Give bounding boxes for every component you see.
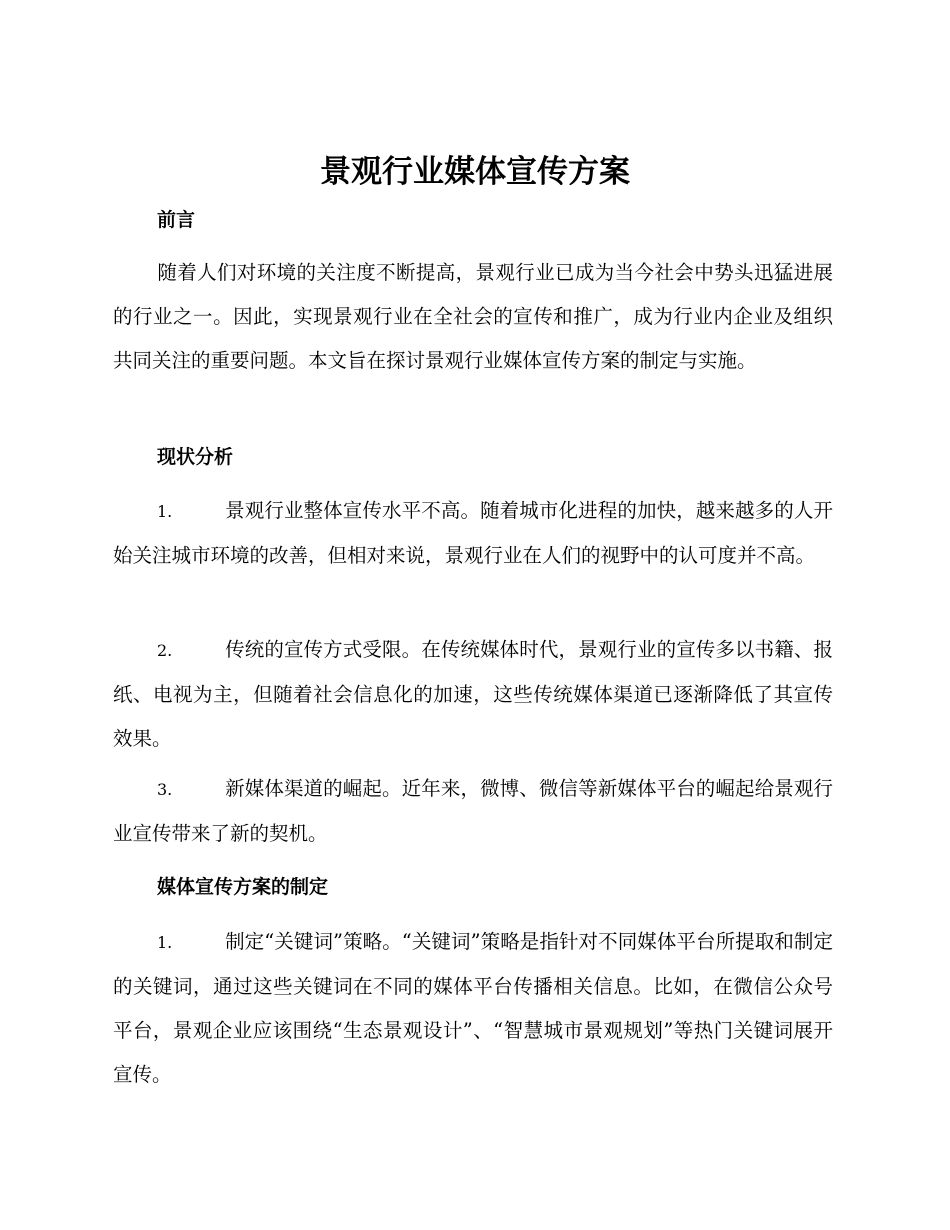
list-item-number: 1. [157,502,173,521]
list-item [113,767,833,856]
list-item-number: 2. [157,641,173,660]
list-item-text: 景观行业整体宣传水平不高。随着城市化进程的加快，越来越多的人开始关注城市环境的改善，但相对来说，景观行业在人们的视野中的认可度并不高。 [113,499,833,567]
section-heading-status-analysis: 现状分析 [157,446,234,468]
paragraph-text: 随着人们对环境的关注度不断提高，景观行业已成为当今社会中势头迅猛进展的行业之一。因此，实现景观行业在全社会的宣传和推广，成为行业内企业及组织共同关注的重要问题。本文旨在探讨景观行业媒体宣传方案的制定与实施。 [113,261,833,372]
document-title: 景观行业媒体宣传方案 [320,154,630,190]
list-item [113,920,833,1097]
section-heading-preface: 前言 [157,209,196,231]
list-item [113,489,833,578]
list-item-text: 传统的宣传方式受限。在传统媒体时代，景观行业的宣传多以书籍、报纸、电视为主，但随着社会信息化的加速，这些传统媒体渠道已逐渐降低了其宣传效果。 [113,638,833,750]
list-item-text: 新媒体渠道的崛起。近年来，微博、微信等新媒体平台的崛起给景观行业宣传带来了新的契机。 [113,777,833,845]
list-item-number: 1. [157,933,173,952]
preface-paragraph [113,251,833,383]
list-item-text: 制定“关键词”策略。“关键词”策略是指针对不同媒体平台所提取和制定的关键词，通过这些关键词在不同的媒体平台传播相关信息。比如，在微信公众号平台，景观企业应该围绕“生态景观设计”、“智慧城市景观规划”等热门关键词展开宣传。 [113,930,833,1086]
list-item [113,628,833,761]
list-item-number: 3. [157,780,173,799]
section-heading-plan: 媒体宣传方案的制定 [157,876,329,898]
